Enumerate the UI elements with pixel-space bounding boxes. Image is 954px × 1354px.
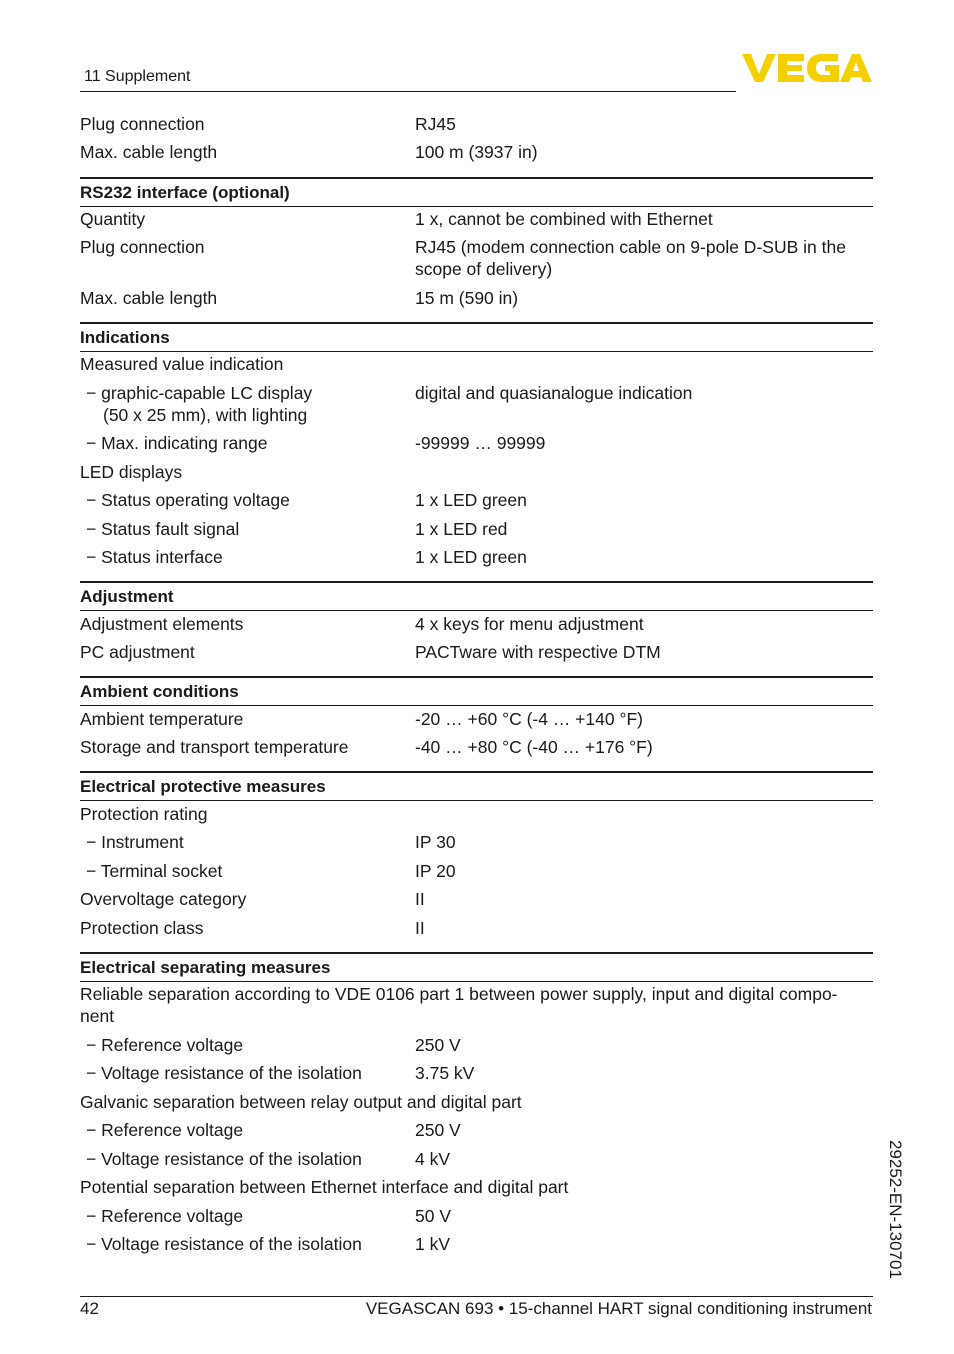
spec-label: Protection class (80, 918, 204, 938)
spec-value: II (415, 918, 425, 938)
section-heading-ambient: Ambient conditions (80, 676, 873, 706)
spec-label: − graphic-capable LC display (86, 383, 313, 403)
spec-value: -99999 … 99999 (415, 433, 546, 453)
spec-label: Max. cable length (80, 142, 218, 162)
spec-value: PACTware with respective DTM (415, 642, 661, 662)
spec-value: 250 V (415, 1035, 461, 1055)
spec-label: Ambient temperature (80, 709, 244, 729)
spec-value: 1 x LED green (415, 547, 527, 567)
spec-label: Protection rating (80, 804, 208, 824)
spec-value: IP 30 (415, 832, 456, 852)
document-title: VEGASCAN 693 • 15-channel HART signal conditioning instrument (365, 1299, 872, 1318)
spec-label: LED displays (80, 462, 183, 482)
footer-rule (80, 1296, 873, 1297)
spec-value: RJ45 (415, 114, 456, 134)
spec-value: scope of delivery) (415, 259, 553, 279)
spec-value: IP 20 (415, 861, 456, 881)
spec-value: RJ45 (modem connection cable on 9-pole D-SUB in the (415, 237, 846, 257)
spec-label: Max. cable length (80, 288, 218, 308)
spec-value: -40 … +80 °C (-40 … +176 °F) (415, 737, 653, 757)
spec-text: nent (80, 1006, 115, 1026)
spec-value: 1 x, cannot be combined with Ethernet (415, 209, 713, 229)
spec-text: Galvanic separation between relay output and digital part (80, 1092, 522, 1112)
spec-value: 250 V (415, 1120, 461, 1140)
spec-value: II (415, 889, 425, 909)
spec-label: (50 x 25 mm), with lighting (103, 405, 308, 425)
page-number: 42 (80, 1299, 99, 1318)
spec-label: − Status fault signal (86, 519, 240, 539)
spec-label: Overvoltage category (80, 889, 247, 909)
spec-label: Adjustment elements (80, 614, 244, 634)
spec-value: 50 V (415, 1206, 451, 1226)
spec-value: 100 m (3937 in) (415, 142, 538, 162)
section-heading-separating: Electrical separating measures (80, 952, 873, 982)
spec-label: − Terminal socket (86, 861, 223, 881)
section-heading-indications: Indications (80, 322, 873, 352)
spec-label: − Instrument (86, 832, 184, 852)
spec-value: 4 x keys for menu adjustment (415, 614, 644, 634)
spec-value: 15 m (590 in) (415, 288, 519, 308)
spec-label: − Status interface (86, 547, 223, 567)
spec-label: − Max. indicating range (86, 433, 268, 453)
spec-label: Measured value indication (80, 354, 284, 374)
section-header: 11 Supplement (84, 68, 191, 85)
spec-label: − Voltage resistance of the isolation (86, 1234, 362, 1254)
spec-value: digital and quasianalogue indication (415, 383, 693, 403)
spec-label: − Status operating voltage (86, 490, 290, 510)
header-rule (80, 91, 736, 92)
spec-value: 3.75 kV (415, 1063, 475, 1083)
spec-value: -20 … +60 °C (-4 … +140 °F) (415, 709, 643, 729)
spec-text: Reliable separation according to VDE 0106 part 1 between power supply, input and digital compo- (80, 984, 838, 1004)
spec-label: − Voltage resistance of the isolation (86, 1149, 362, 1169)
section-heading-adjustment: Adjustment (80, 581, 873, 611)
spec-text: Potential separation between Ethernet interface and digital part (80, 1177, 569, 1197)
spec-value: 1 x LED red (415, 519, 508, 539)
spec-value: 1 kV (415, 1234, 451, 1254)
spec-label: PC adjustment (80, 642, 195, 662)
document-id: 29252-EN-130701 (886, 1140, 905, 1279)
spec-label: Quantity (80, 209, 146, 229)
section-heading-rs232: RS232 interface (optional) (80, 177, 873, 207)
spec-label: − Reference voltage (86, 1035, 244, 1055)
spec-label: Plug connection (80, 237, 205, 257)
spec-label: Plug connection (80, 114, 205, 134)
spec-value: 1 x LED green (415, 490, 527, 510)
spec-label: − Voltage resistance of the isolation (86, 1063, 362, 1083)
section-heading-protective: Electrical protective measures (80, 771, 873, 801)
vega-logo (742, 52, 872, 84)
spec-label: − Reference voltage (86, 1206, 244, 1226)
spec-label: − Reference voltage (86, 1120, 244, 1140)
spec-label: Storage and transport temperature (80, 737, 349, 757)
spec-value: 4 kV (415, 1149, 451, 1169)
